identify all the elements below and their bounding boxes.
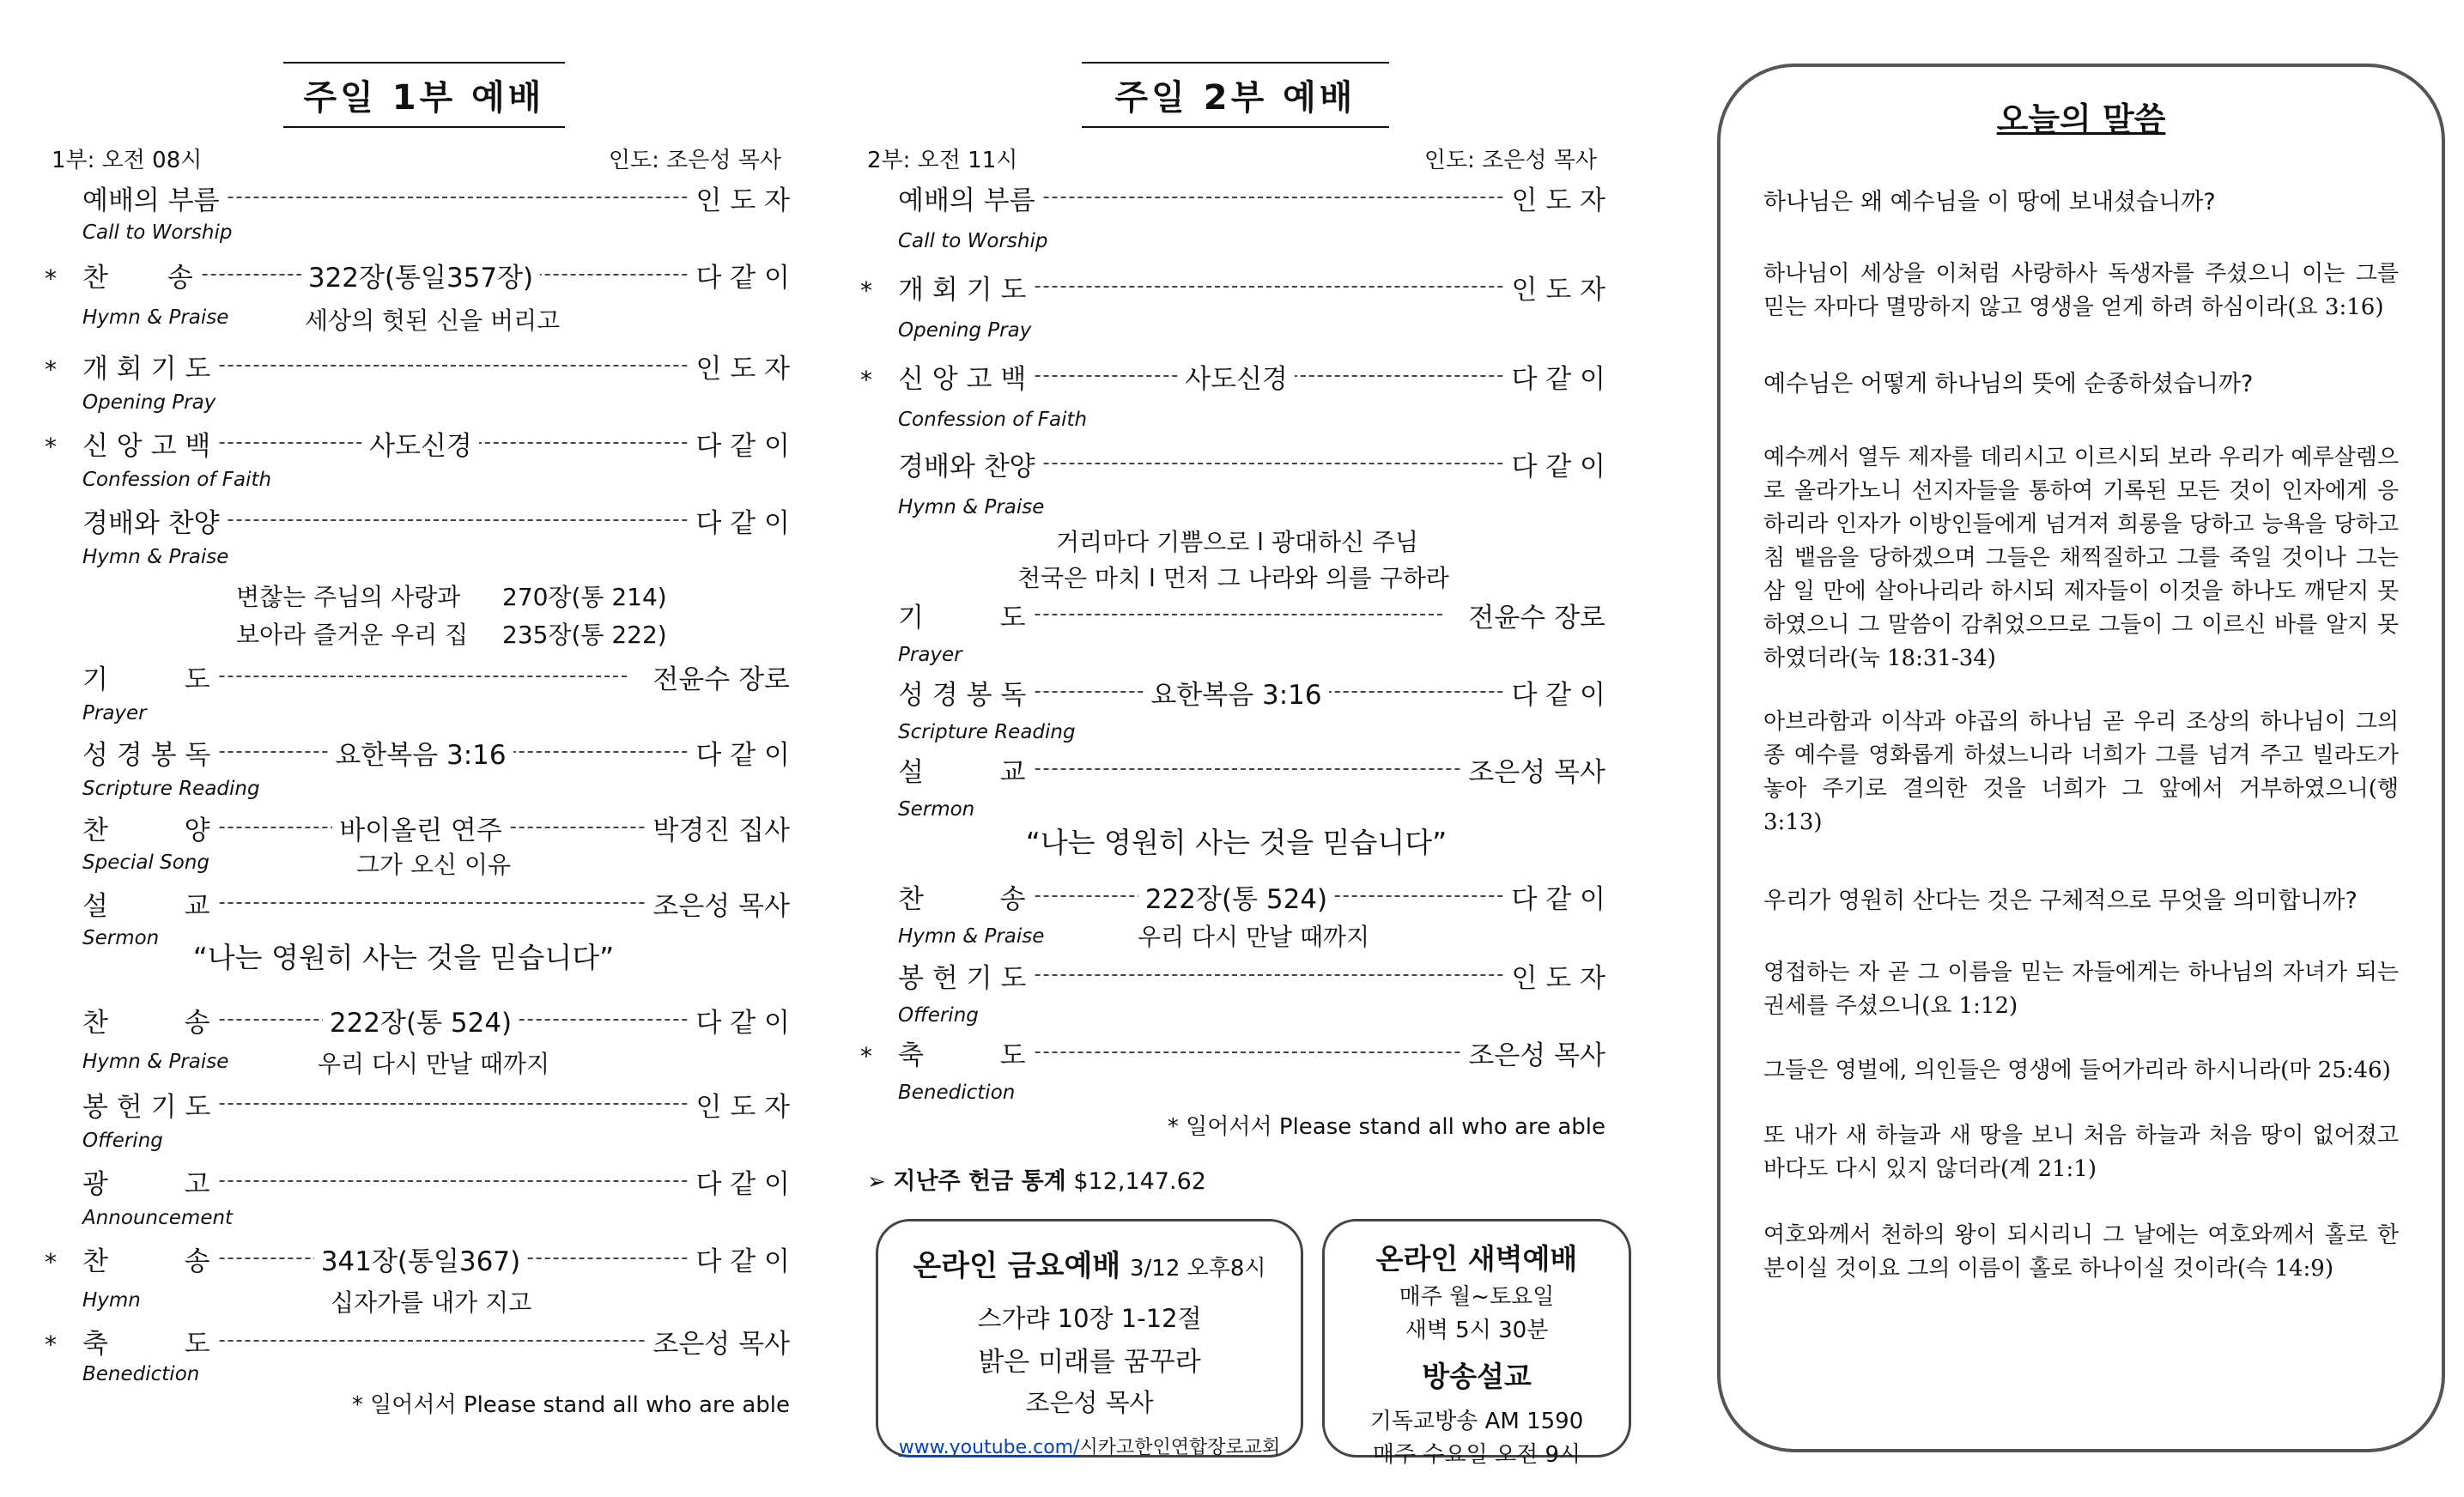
order-item-detail [52,424,790,463]
order-en-label: Prayer [82,702,147,724]
friday-scripture: 스가랴 10장 1-12절 [977,1304,1202,1333]
friday-service-box [876,1219,1303,1458]
order-opening-prayer [45,347,790,385]
order-item-detail-text: 요한복음 3:16 [328,740,513,771]
order-en-label: Hymn [82,1289,141,1312]
order-item-detail-text: 바이올린 연주 [332,815,509,846]
order-en-label: Benediction [82,1363,200,1385]
order-item-name: 찬 송 [82,1001,217,1039]
todays-word-title: 오늘의 말씀 [1996,100,2166,138]
answer-5: 그들은 영벌에, 의인들은 영생에 들어가리라 하시니라(마 25:46) [1763,1058,2391,1083]
broadcast-time: 매주 수요일 오전 9시 [1372,1442,1581,1468]
order-hymn-3 [45,1239,790,1277]
stand-marker: * [860,366,872,394]
order-hymn [867,877,1605,915]
broadcast-title: 방송설교 [1422,1360,1532,1393]
order-item-leader: 다 같 이 [689,733,790,772]
channel-name: 시카고한인연합장로교회 [1079,1437,1281,1458]
arrow-icon: ➢ [867,1169,886,1195]
stand-marker: * [860,1042,872,1070]
praise-songs-line: 천국은 마치 l 먼저 그 나라와 의를 구하라 [1017,564,1449,592]
order-en-label: Hymn & Praise [82,306,229,329]
offering-stats-value: $12,147.62 [1073,1168,1206,1195]
order-item-name: 개 회 기 도 [82,347,217,385]
answer-4: 영접하는 자 곧 그 이름을 믿는 자들에게는 하나님의 자녀가 되는 권세를 주셨으니(요 1:12) [1763,960,2399,1019]
order-item-name: 신 앙 고 백 [82,424,217,463]
order-item-name: 설 교 [898,750,1033,789]
youtube-link-row [878,1433,1301,1459]
order-item-leader: 다 같 이 [689,424,790,463]
order-item-detail [52,256,790,294]
order-scripture [867,673,1605,711]
praise-song-number: 235장(통 222) [502,621,667,649]
order-item-name: 축 도 [82,1322,217,1361]
order-item-detail-text: 사도신경 [1178,364,1295,395]
stand-marker: * [45,264,57,293]
order-special-song [52,809,790,846]
order-item-name: 봉 헌 기 도 [898,956,1033,995]
order-item-leader: 인 도 자 [1504,179,1605,217]
answer-6: 또 내가 새 하늘과 새 땅을 보니 처음 하늘과 처음 땅이 없어졌고 바다도 다시 있지 않더라(계 21:1) [1763,1123,2399,1182]
order-item-leader: 인 도 자 [689,179,790,217]
service2-title: 주일 2부 예배 [1082,62,1389,128]
order-opening-prayer [860,268,1605,306]
order-item-leader: 다 같 이 [1504,877,1605,916]
order-item-leader: 다 같 이 [689,1162,790,1201]
order-item-leader: 인 도 자 [689,347,790,385]
order-item-detail [52,733,790,772]
praise-song-title: 보아라 즐거운 우리 집 [236,621,469,649]
order-en-label: Hymn & Praise [898,925,1045,948]
order-item-leader: 인 도 자 [1504,268,1605,306]
order-item-name: 경배와 찬양 [82,501,227,540]
order-hymn-2 [52,1001,790,1039]
hymn-title: 세상의 헛된 신을 버리고 [305,306,561,335]
friday-sermon-title: 밝은 미래를 꿈꾸라 [978,1347,1201,1378]
order-item-leader: 다 같 이 [1504,357,1605,396]
order-benediction [860,1033,1605,1071]
order-hymn-1 [45,256,790,294]
order-item-detail-text: 322장(통일357장) [301,263,540,294]
order-item-name: 기 도 [898,596,1033,634]
order-item-detail-text: 요한복음 3:16 [1144,680,1328,711]
stand-marker: * [45,433,57,461]
service1-time: 1부: 오전 08시 [52,148,203,173]
order-en-label: Confession of Faith [82,469,272,491]
todays-word-panel [1717,64,2445,1452]
order-item-name: 봉 헌 기 도 [82,1085,217,1124]
order-item-detail [52,1239,790,1278]
order-item-leader: 조은성 목사 [646,1322,790,1361]
order-sermon [867,750,1605,788]
order-prayer [867,596,1605,633]
answer-2: 예수께서 열두 제자를 데리시고 이르시되 보라 우리가 예루살렘으로 올라가노니 선지자들을 통하여 기록된 모든 것이 인자에게 응하리라 인자가 이방인들에게 넘겨져 희롱을 당하고 능욕을 당하고 침 뱉음을 당하겠으며 그들은 채찍질하고 그를 죽일 것이나 그는 삼 일 만에 살아나리라 하시되 제자들이 이것을 하나도 깨닫지 못하였으니 그 말씀이 감취었으므로 그들이 그 이르신 바를 알지 못하였더라(눅 18:31-34) [1763,445,2399,671]
order-creed [860,357,1605,395]
order-item-detail [52,1001,790,1039]
order-item-name: 찬 송 [898,877,1033,916]
order-item-detail-text: 222장(통 524) [1138,884,1334,915]
order-en-label: Confession of Faith [898,409,1088,431]
order-item-leader: 조은성 목사 [1461,750,1605,789]
order-item-name: 예배의 부름 [82,179,227,217]
stand-note: * 일어서서 Please stand all who are able [1167,1114,1605,1140]
service2-time: 2부: 오전 11시 [867,148,1018,173]
order-item-name: 찬 송 [82,1239,217,1278]
friday-date: 3/12 오후8시 [1130,1256,1266,1282]
order-prayer [52,658,790,695]
question-3: 우리가 영원히 산다는 것은 구체적으로 무엇을 의미합니까? [1763,888,2358,914]
order-announcement [52,1162,790,1200]
order-en-label: Hymn & Praise [82,1051,229,1073]
order-sermon [52,884,790,922]
stand-marker: * [45,355,57,384]
offering-stats-label: 지난주 헌금 통계 [893,1168,1066,1195]
praise-songs-line: 거리마다 기쁨으로 l 광대하신 주님 [1056,528,1419,556]
order-item-name: 설 교 [82,884,217,923]
hymn-title: 십자가를 내가 지고 [331,1288,532,1317]
stand-marker: * [860,276,872,305]
praise-song-number: 270장(통 214) [502,583,667,611]
order-item-name: 성 경 봉 독 [898,673,1033,712]
order-item-detail-text: 222장(통 524) [323,1008,519,1039]
question-2: 예수님은 어떻게 하나님의 뜻에 순종하셨습니까? [1763,371,2254,397]
stand-marker: * [45,1248,57,1276]
order-en-label: Hymn & Praise [898,496,1045,518]
order-item-leader: 다 같 이 [689,256,790,294]
service1-title: 주일 1부 예배 [283,62,565,128]
friday-title: 온라인 금요예배 [913,1249,1121,1283]
order-benediction [45,1322,790,1360]
praise-song-title: 변찮는 주님의 사랑과 [236,583,461,611]
sermon-title: “나는 영원히 사는 것을 믿습니다” [1025,826,1447,859]
order-item-leader: 다 같 이 [689,1239,790,1278]
order-creed [45,424,790,462]
order-item-name: 경배와 찬양 [898,445,1042,483]
answer-7: 여호와께서 천하의 왕이 되시리니 그 날에는 여호와께서 홀로 한 분이실 것이요 그의 이름이 홀로 하나이실 것이라(슥 14:9) [1763,1222,2399,1282]
order-item-leader: 전윤수 장로 [1461,596,1605,634]
order-offering [867,956,1605,994]
order-item-leader: 다 같 이 [689,1001,790,1039]
order-en-label: Special Song [82,852,210,874]
order-en-label: Opening Pray [82,391,216,414]
order-item-leader: 인 도 자 [1504,956,1605,995]
order-item-leader: 조은성 목사 [1461,1033,1605,1072]
order-en-label: Hymn & Praise [82,546,229,568]
dawn-days: 매주 월~토요일 [1399,1284,1555,1310]
order-item-leader: 다 같 이 [1504,445,1605,483]
order-scripture [52,733,790,771]
order-en-label: Offering [82,1130,163,1152]
order-item-detail [867,357,1605,396]
order-en-label: Benediction [898,1082,1016,1104]
order-item-name: 개 회 기 도 [898,268,1033,306]
order-item-detail-text: 사도신경 [362,431,479,462]
order-item-leader: 전윤수 장로 [646,658,790,696]
order-en-label: Sermon [82,927,160,949]
stand-marker: * [45,1330,57,1359]
order-en-label: Call to Worship [82,221,233,244]
broadcast-station: 기독교방송 AM 1590 [1369,1409,1584,1434]
order-item-name: 예배의 부름 [898,179,1042,217]
order-item-name: 광 고 [82,1162,217,1201]
order-en-label: Offering [898,1004,979,1027]
order-item-name: 찬 송 [82,256,200,294]
order-item-name: 신 앙 고 백 [898,357,1033,396]
order-item-leader: 인 도 자 [689,1085,790,1124]
order-item-name: 축 도 [898,1033,1033,1072]
order-call-to-worship [52,179,790,216]
hymn-title: 우리 다시 만날 때까지 [1138,923,1370,951]
order-offering [52,1085,790,1123]
sermon-title: “나는 영원히 사는 것을 믿습니다” [192,941,615,974]
order-en-label: Call to Worship [898,230,1048,252]
dawn-service-box [1322,1219,1631,1468]
order-item-leader: 조은성 목사 [646,884,790,923]
service2-leader: 인도: 조은성 목사 [1423,148,1597,173]
order-item-leader: 박경진 집사 [646,809,790,847]
hymn-title: 우리 다시 만날 때까지 [318,1050,550,1078]
answer-3: 아브라함과 이삭과 야곱의 하나님 곧 우리 조상의 하나님이 그의 종 예수를 영화롭게 하셨느니라 너희가 그를 넘겨 주고 빌라도가 놓아 주기로 결의한 것을 너희가 그 앞에서 거부하였으니(행 3:13) [1763,709,2399,835]
order-en-label: Scripture Reading [898,721,1076,743]
dawn-time: 새벽 5시 30분 [1405,1318,1549,1343]
youtube-link[interactable]: www.youtube.com/ [898,1437,1080,1458]
order-item-detail [867,673,1605,712]
order-item-detail-text: 341장(통일367) [314,1246,527,1277]
friday-preacher: 조은성 목사 [1025,1388,1154,1417]
service1-leader: 인도: 조은성 목사 [608,148,781,173]
order-item-detail [867,877,1605,916]
order-en-label: Scripture Reading [82,778,260,800]
offering-stats [867,1162,1206,1196]
stand-note: * 일어서서 Please stand all who are able [351,1392,790,1418]
order-en-label: Sermon [898,798,975,821]
order-call-to-worship [867,179,1605,216]
order-item-leader: 다 같 이 [1504,673,1605,712]
order-item-name: 기 도 [82,658,217,696]
order-item-name: 찬 양 [82,809,217,847]
order-praise [867,445,1605,482]
question-1: 하나님은 왜 예수님을 이 땅에 보내셨습니까? [1763,189,2216,215]
order-en-label: Prayer [898,644,962,666]
order-en-label: Opening Pray [898,319,1032,342]
order-item-leader: 다 같 이 [689,501,790,540]
order-item-name: 성 경 봉 독 [82,733,217,772]
order-praise [52,501,790,539]
dawn-title: 온라인 새벽예배 [1375,1242,1578,1276]
special-song-title: 그가 오신 이유 [356,851,512,879]
answer-1: 하나님이 세상을 이처럼 사랑하사 독생자를 주셨으니 이는 그를 믿는 자마다 멸망하지 않고 영생을 얻게 하려 하심이라(요 3:16) [1763,261,2399,320]
order-en-label: Announcement [82,1207,234,1229]
